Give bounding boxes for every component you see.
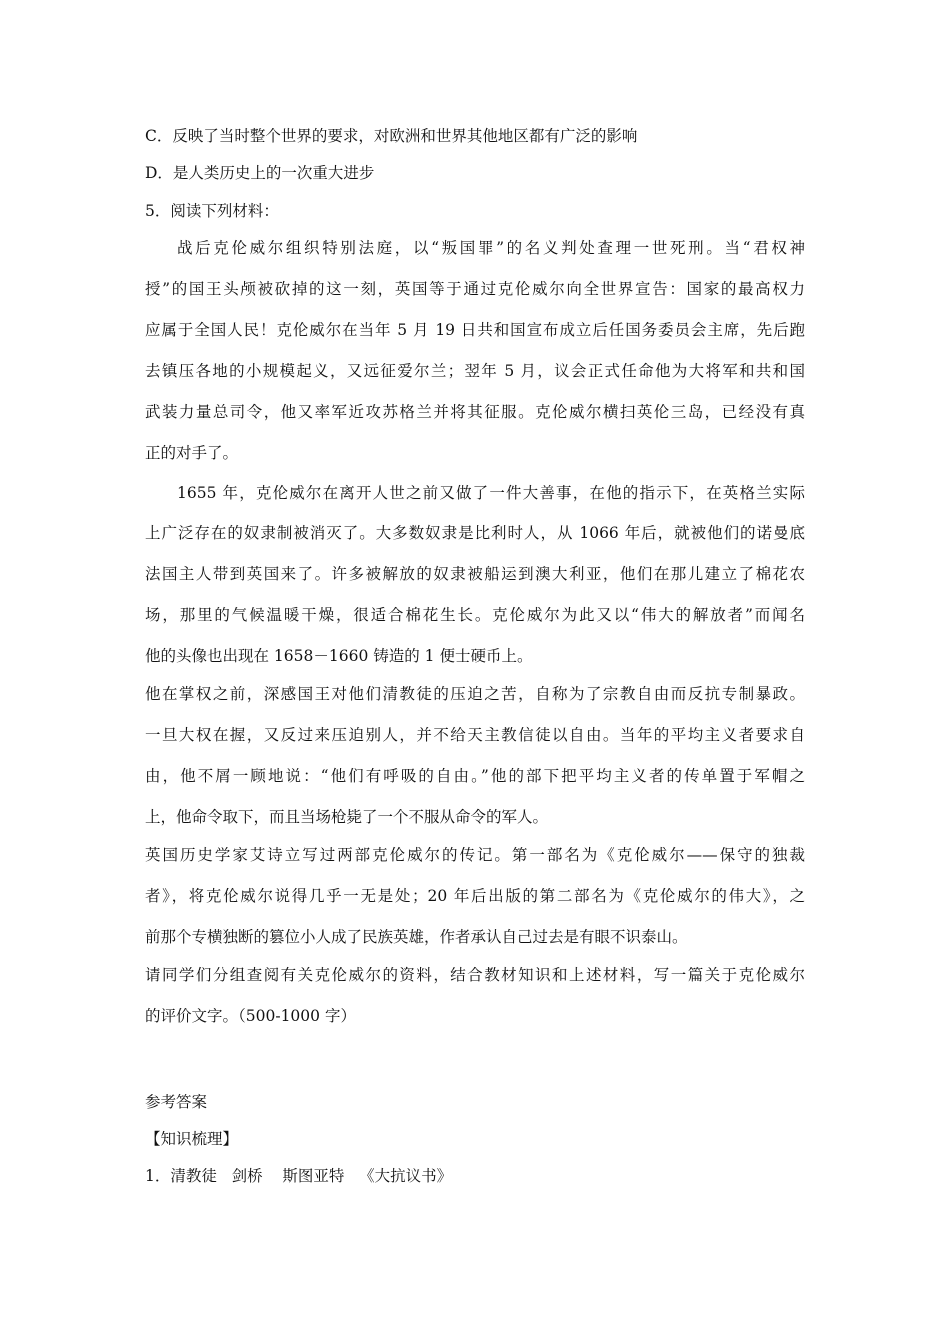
para1-line1: 战后克伦威尔组织特别法庭，以“叛国罪”的名义判处查理一世死刑。当“君权神 [177, 239, 805, 257]
para3-line3: 由，他不屑一顾地说：“他们有呼吸的自由。”他的部下把平均主义者的传单置于军帽之 [145, 767, 805, 785]
para1-line4: 去镇压各地的小规模起义，又远征爱尔兰；翌年 5 月，议会正式任命他为大将军和共和国 [145, 362, 805, 380]
para3-line4: 上，他命令取下，而且当场枪毙了一个不服从命令的军人。 [145, 808, 549, 826]
para2-line1: 1655 年，克伦威尔在离开人世之前又做了一件大善事，在他的指示下，在英格兰实际 [177, 484, 805, 502]
para1-line2: 授”的国王头颅被砍掉的这一刻，英国等于通过克伦威尔向全世界宣告：国家的最高权力 [145, 280, 805, 298]
task-line1: 请同学们分组查阅有关克伦威尔的资料，结合教材知识和上述材料，写一篇关于克伦威尔 [145, 966, 805, 984]
para4-line3: 前那个专横独断的篡位小人成了民族英雄，作者承认自己过去是有眼不识泰山。 [145, 928, 688, 946]
para2-line4: 场，那里的气候温暖干燥，很适合棉花生长。克伦威尔为此又以“伟大的解放者”而闻名 [145, 606, 805, 624]
para4-line2: 者》，将克伦威尔说得几乎一无是处；20 年后出版的第二部名为《克伦威尔的伟大》，之 [145, 887, 805, 905]
answer-item-1: 1．清教徒 剑桥 斯图亚特 《大抗议书》 [145, 1167, 453, 1185]
question-5-heading: 5．阅读下列材料： [145, 202, 279, 220]
para3-line1: 他在掌权之前，深感国王对他们清教徒的压迫之苦，自称为了宗教自由而反抗专制暴政。 [145, 685, 805, 703]
para2-line3: 法国主人带到英国来了。许多被解放的奴隶被船运到澳大利亚，他们在那儿建立了棉花农 [145, 565, 805, 583]
option-d: D．是人类历史上的一次重大进步 [145, 164, 375, 182]
para2-line5: 他的头像也出现在 1658－1660 铸造的 1 便士硬币上。 [145, 647, 533, 665]
knowledge-section-heading: 【知识梳理】 [145, 1130, 239, 1148]
para1-line3: 应属于全国人民！克伦威尔在当年 5 月 19 日共和国宣布成立后任国务委员会主席，先后跑 [145, 321, 805, 339]
para1-line6: 正的对手了。 [145, 444, 239, 462]
answers-heading: 参考答案 [145, 1093, 208, 1111]
para3-line2: 一旦大权在握，又反过来压迫别人，并不给天主教信徒以自由。当年的平均主义者要求自 [145, 726, 805, 744]
task-line2: 的评价文字。（500-1000 字） [145, 1007, 356, 1025]
para4-line1: 英国历史学家艾诗立写过两部克伦威尔的传记。第一部名为《克伦威尔——保守的独裁 [145, 846, 805, 864]
para2-line2: 上广泛存在的奴隶制被消灭了。大多数奴隶是比利时人，从 1066 年后，就被他们的诺曼底 [145, 524, 805, 542]
para1-line5: 武装力量总司令，他又率军近攻苏格兰并将其征服。克伦威尔横扫英伦三岛，已经没有真 [145, 403, 805, 421]
option-c: C．反映了当时整个世界的要求，对欧洲和世界其他地区都有广泛的影响 [145, 127, 638, 145]
